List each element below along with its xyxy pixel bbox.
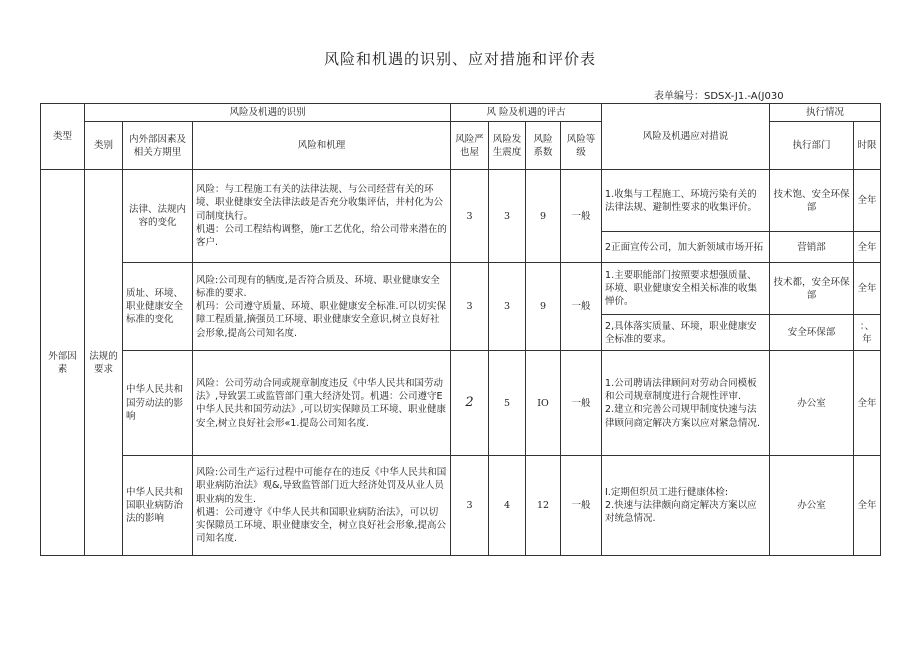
occurrence-cell: 5 (489, 351, 526, 456)
dept-cell: 技术都，安全环保部 (770, 263, 854, 315)
group-execute-header: 执行情况 (770, 104, 881, 122)
col-factor-header: 内外部因素及相关方期里 (123, 122, 193, 170)
deadline-cell: 全年 (854, 263, 881, 315)
deadline-cell: 全年 (854, 351, 881, 456)
mechanism-cell: 风险:公司现有的牺度,是否符合质及、环境、职业健康安全标准的要求. 机玛：公司遵守质量、环境、职业健康安全标准.可以切实保障工程质量,摘强员工环境、职业健康安全意识,树立良好社会形象,提高公司知名度. (193, 263, 451, 351)
mechanism-cell: 风险：与工程施工有关的法律法规、与公司经营有关的环境、职业健康安全法律法歧是否充分收集评估，井村化为公司制度执行。 机遇：公司工程结构调整，施r工艺优化，给公司带来潜在的客户. (193, 170, 451, 263)
dept-cell: 技术饱、安全环保部 (770, 170, 854, 232)
table-row (41, 456, 881, 556)
level-cell: 一般 (561, 170, 602, 263)
measure-cell: 2,具体落实质量、环境，职业健康安全标准的要求。 (602, 315, 770, 351)
deadline-cell: 全年 (854, 232, 881, 263)
level-cell: 一般 (561, 351, 602, 456)
col-mechanism-header: 风险和机理 (193, 122, 451, 170)
severity-cell: 3 (451, 170, 489, 263)
group-identify-header: 风险及机遇的识别 (85, 104, 451, 122)
dept-cell: 安全环保部 (770, 315, 854, 351)
level-cell: 一般 (561, 456, 602, 556)
measure-cell: 1.主要职能部门按照要求想强质量、环境、职业健康安全相关标准的收集惮价。 (602, 263, 770, 315)
deadline-cell: 全年 (854, 456, 881, 556)
header-group-row (41, 104, 881, 122)
mechanism-cell: 风险:公司生产运行过程中可能存在的违反《中华人民共和国职业病防治法》观&,导致监管部门近大经济处罚及从业人员职业病的发生. 机遇：公司遵守《中华人民共和国职业病防治法》，可以切实保隙员工环境、职业健康安全，树立良好社会形象,提高公司知名度. (193, 456, 451, 556)
dept-cell: 营销部 (770, 232, 854, 263)
col-category-header: 类别 (85, 122, 123, 170)
table-row (41, 170, 881, 232)
document-title: 风险和机遇的识别、应对措施和评价表 (323, 50, 596, 68)
severity-cell: 2 (451, 351, 489, 456)
measure-cell: I.定期但织员工进行健康体检: 2.快速与法律颇向商定解决方案以应对统急情况. (602, 456, 770, 556)
factor-cell: 质址、环境、职业健康安全标准的变化 (123, 263, 193, 351)
coefficient-cell: 9 (526, 170, 561, 263)
measure-cell: 1.公司聘请法律顾问对劳动合同模板和公司规章制度进行合规性评审. 2.建立和完善公司规甲制度快速与法律顾问商定解决方案以应对紧急情况. (602, 351, 770, 456)
col-occurrence-header: 风险发生震度 (489, 122, 526, 170)
measure-cell: 1.收集与工程施工、环境污染有关的法律法规、避制性要求的收集评价。 (602, 170, 770, 232)
coefficient-cell: 9 (526, 263, 561, 351)
deadline-cell: 全年 (854, 170, 881, 232)
col-measures-header: 风险及机遇应对措说 (602, 104, 770, 170)
dept-cell: 办公室 (770, 456, 854, 556)
mechanism-cell: 风险：公司劳动合同或规章制度违反《中华人民共和国劳动法》,导致罢工或监管部门重大经济处罚。机遇：公司遵守E中华人民共和国劳动法》,可以切实保障员工环境、职业健康安全,树立良好社会形«1.提岛公司知名度. (193, 351, 451, 456)
factor-cell: 中华人民共和国职业病防治法的影响 (123, 456, 193, 556)
severity-cell: 3 (451, 263, 489, 351)
severity-cell: 3 (451, 456, 489, 556)
coefficient-cell: 12 (526, 456, 561, 556)
col-coefficient-header: 风险系数 (526, 122, 561, 170)
col-deadline-header: 时限 (854, 122, 881, 170)
form-number: 表单编号：SDSX-J1.-A(J030 (654, 91, 784, 102)
type-cell: 外部因素 (41, 170, 85, 556)
factor-cell: 法律、法规内容的变化 (123, 170, 193, 263)
col-type-header: 类型 (41, 104, 85, 170)
category-cell: 法规的要求 (85, 170, 123, 556)
deadline-cell: ：、年 (854, 315, 881, 351)
dept-cell: 办公室 (770, 351, 854, 456)
factor-cell: 中华人民共和国劳动法的影响 (123, 351, 193, 456)
occurrence-cell: 3 (489, 263, 526, 351)
level-cell: 一般 (561, 263, 602, 351)
table-row (41, 351, 881, 456)
col-dept-header: 执行部门 (770, 122, 854, 170)
occurrence-cell: 3 (489, 170, 526, 263)
occurrence-cell: 4 (489, 456, 526, 556)
col-level-header: 风险等级 (561, 122, 602, 170)
risk-table (40, 103, 881, 556)
col-severity-header: 风险严也屋 (451, 122, 489, 170)
table-row (41, 263, 881, 315)
coefficient-cell: IO (526, 351, 561, 456)
measure-cell: 2正面宣传公司，加大新领域市场开拓 (602, 232, 770, 263)
group-evaluate-header: 风 险及机遇的评古 (451, 104, 602, 122)
